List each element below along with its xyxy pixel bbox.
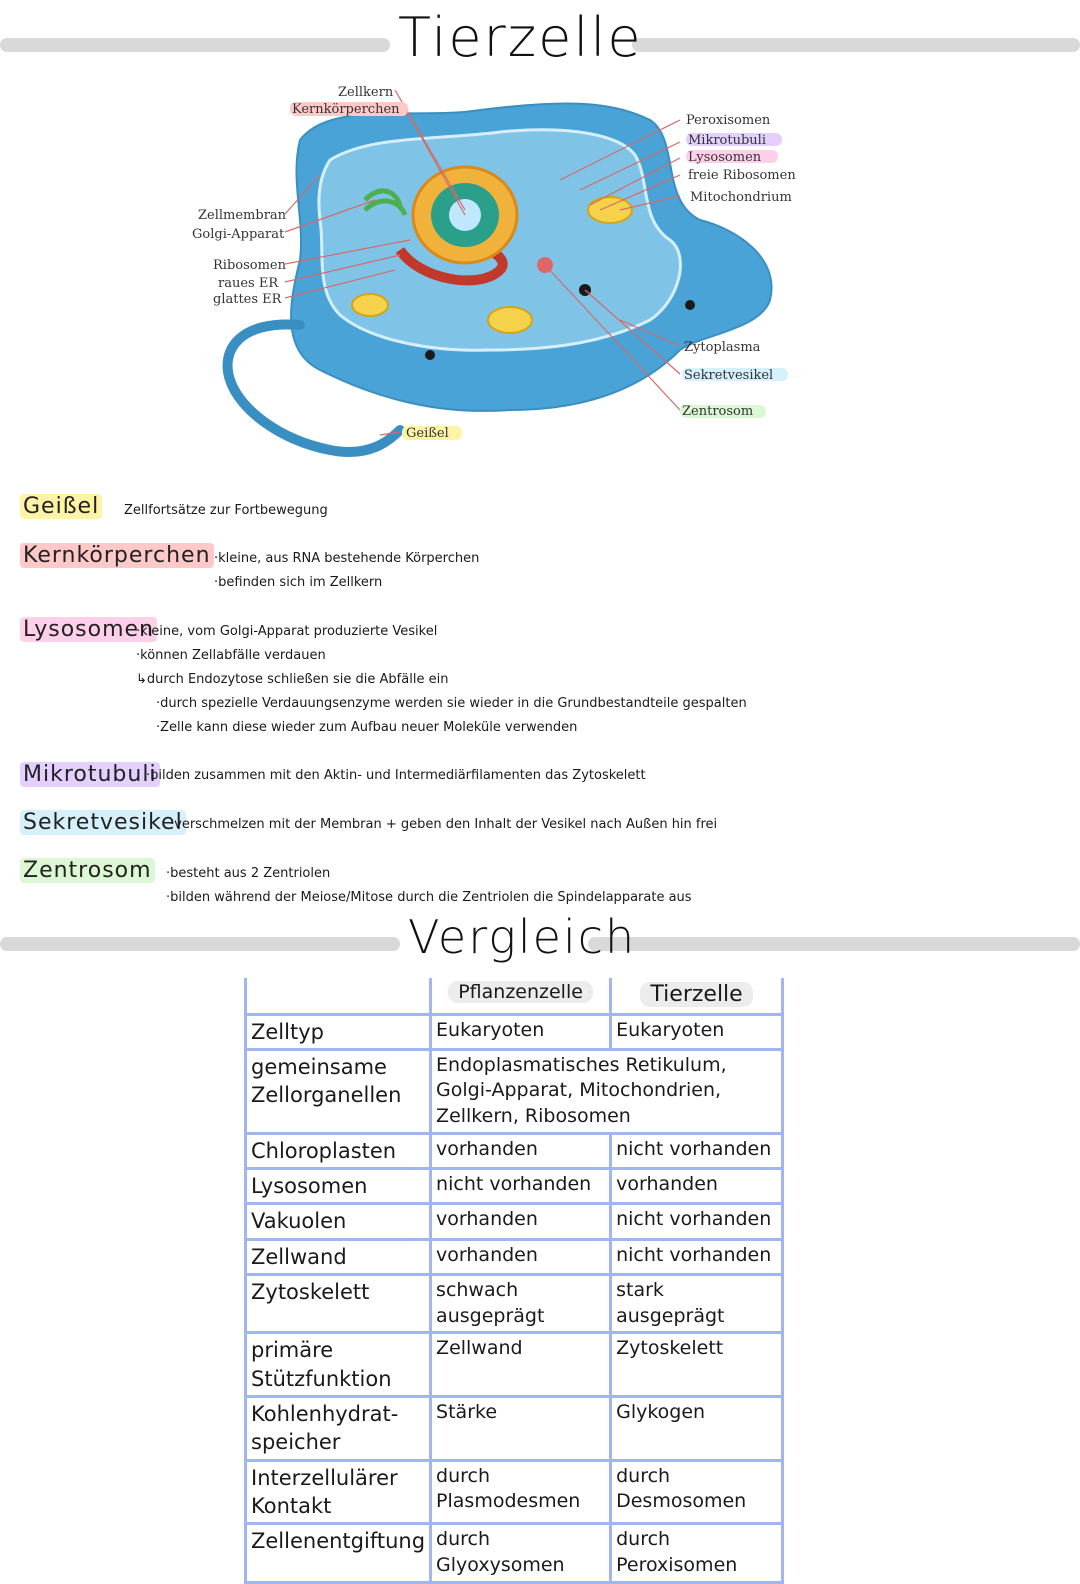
page-title: Tierzelle — [398, 6, 643, 69]
cell-plant: durch Plasmodesmen — [431, 1460, 611, 1524]
row-label: Zytoskelett — [246, 1275, 431, 1333]
mitochondrion-3 — [352, 294, 388, 316]
term-zentrosom: Zentrosom — [20, 858, 155, 883]
note-line: ·bilden während der Meiose/Mitose durch die Zentriolen die Spindelapparate aus — [166, 890, 692, 905]
term-sekretvesikel: Sekretvesikel — [20, 810, 186, 835]
row-label: Zellwand — [246, 1239, 431, 1274]
note-line: ·besteht aus 2 Zentriolen — [166, 866, 331, 881]
term-lysosomen: Lysosomen — [20, 617, 157, 642]
term-kernkoerperchen: Kernkörperchen — [20, 543, 214, 568]
cell-animal: Zytoskelett — [611, 1333, 783, 1397]
row-label: Kohlenhydrat-speicher — [246, 1397, 431, 1461]
section-rule-right — [588, 937, 1080, 951]
row-label: Zelltyp — [246, 1014, 431, 1049]
header-label: Tierzelle — [640, 982, 752, 1007]
label-glattes-er: glattes ER — [213, 292, 282, 307]
note-line: ·können Zellabfälle verdauen — [136, 648, 326, 663]
label-golgi: Golgi-Apparat — [192, 227, 285, 242]
comparison-table-wrap — [244, 978, 784, 1584]
label-geissel: Geißel — [406, 426, 449, 441]
label-raues-er: raues ER — [218, 276, 279, 291]
label-zellkern: Zellkern — [338, 85, 394, 100]
table-row — [246, 1460, 783, 1524]
table-row — [246, 1239, 783, 1274]
label-ribosomen: Ribosomen — [213, 258, 286, 273]
cell-animal: durch Desmosomen — [611, 1460, 783, 1524]
table-row — [246, 1049, 783, 1133]
note-line: ·Zelle kann diese wieder zum Aufbau neuer Moleküle verwenden — [156, 720, 578, 735]
cell-plant: vorhanden — [431, 1133, 611, 1168]
row-label: Zellenentgiftung — [246, 1524, 431, 1582]
cell-plant: Eukaryoten — [431, 1014, 611, 1049]
note-line: ↳durch Endozytose schließen sie die Abfälle ein — [136, 672, 449, 687]
table-row — [246, 1397, 783, 1461]
table-row — [246, 1169, 783, 1204]
header-cell-tierzelle — [611, 978, 783, 1014]
note-line: Zellfortsätze zur Fortbewegung — [124, 503, 328, 518]
label-kernkoerperchen: Kernkörperchen — [292, 102, 400, 117]
note-line: ·befinden sich im Zellkern — [214, 575, 383, 590]
row-label: Vakuolen — [246, 1204, 431, 1239]
table-row — [246, 1275, 783, 1333]
vesicle-3 — [685, 300, 695, 310]
comparison-table — [244, 978, 784, 1584]
label-sekretvesikel: Sekretvesikel — [684, 368, 774, 383]
row-label: primäre Stützfunktion — [246, 1333, 431, 1397]
title-rule-right — [632, 38, 1080, 52]
cell-animal: stark ausgeprägt — [611, 1275, 783, 1333]
vesicle-2 — [425, 350, 435, 360]
mitochondrion-1 — [588, 197, 632, 223]
label-peroxisomen: Peroxisomen — [686, 113, 771, 128]
note-line: ·durch spezielle Verdauungsenzyme werden sie wieder in die Grundbestandteile gespalten — [156, 696, 747, 711]
title-rule-left — [0, 38, 390, 52]
cell-plant: vorhanden — [431, 1204, 611, 1239]
cell-animal: vorhanden — [611, 1169, 783, 1204]
header-cell-pflanzenzelle — [431, 978, 611, 1014]
cell-plant: vorhanden — [431, 1239, 611, 1274]
header-label: Pflanzenzelle — [448, 981, 593, 1003]
label-zellmembran: Zellmembran — [198, 208, 287, 223]
section-rule-left — [0, 937, 400, 951]
label-mikrotubuli: Mikrotubuli — [688, 133, 766, 148]
section-title: Vergleich — [408, 910, 637, 964]
table-row — [246, 1204, 783, 1239]
note-line: ·kleine, aus RNA bestehende Körperchen — [214, 551, 480, 566]
cell-plant: durch Glyoxysomen — [431, 1524, 611, 1582]
cell-animal: nicht vorhanden — [611, 1204, 783, 1239]
animal-cell-diagram — [180, 80, 820, 470]
table-header-row — [246, 978, 783, 1014]
cell-plant: Stärke — [431, 1397, 611, 1461]
table-row — [246, 1133, 783, 1168]
cell-animal: nicht vorhanden — [611, 1239, 783, 1274]
note-line: ·bilden zusammen mit den Aktin- und Intermediärfilamenten das Zytoskelett — [146, 768, 646, 783]
row-label: Chloroplasten — [246, 1133, 431, 1168]
note-line: ·verschmelzen mit der Membran + geben den Inhalt der Vesikel nach Außen hin frei — [170, 817, 718, 832]
cell-plant: nicht vorhanden — [431, 1169, 611, 1204]
row-label: Interzellulärer Kontakt — [246, 1460, 431, 1524]
table-row — [246, 1333, 783, 1397]
table-row — [246, 1014, 783, 1049]
row-label: gemeinsame Zellorganellen — [246, 1049, 431, 1133]
table-row — [246, 1524, 783, 1582]
cell-animal: nicht vorhanden — [611, 1133, 783, 1168]
cell-plant: Zellwand — [431, 1333, 611, 1397]
term-mikrotubuli: Mikrotubuli — [20, 762, 160, 787]
label-zentrosom: Zentrosom — [682, 404, 754, 419]
note-line: ·kleine, vom Golgi-Apparat produzierte Vesikel — [136, 624, 438, 639]
cell-shared: Endoplasmatisches Retikulum, Golgi-Apparat, Mitochondrien, Zellkern, Ribosomen — [431, 1049, 783, 1133]
label-freie-ribosomen: freie Ribosomen — [688, 168, 796, 183]
cell-animal: Eukaryoten — [611, 1014, 783, 1049]
cell-plant: schwach ausgeprägt — [431, 1275, 611, 1333]
cell-animal: durch Peroxisomen — [611, 1524, 783, 1582]
row-label: Lysosomen — [246, 1169, 431, 1204]
header-cell-empty — [246, 978, 431, 1014]
label-mitochondrium: Mitochondrium — [690, 190, 792, 205]
label-zytoplasma: Zytoplasma — [684, 340, 761, 355]
term-geissel: Geißel — [20, 494, 102, 519]
mitochondrion-2 — [488, 307, 532, 333]
label-lysosomen: Lysosomen — [688, 150, 762, 165]
cell-animal: Glykogen — [611, 1397, 783, 1461]
